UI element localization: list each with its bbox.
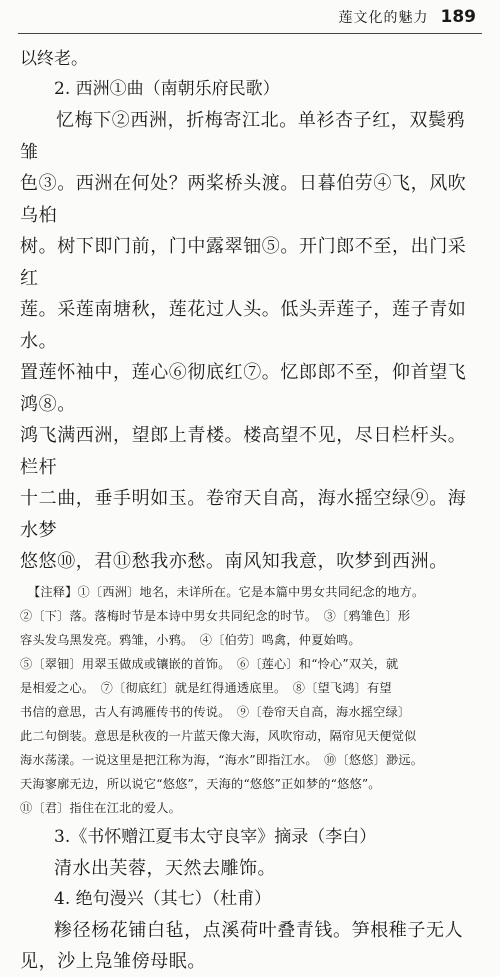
note-line: 书信的意思，古人有鸿雁传书的传说。 ⑨〔卷帘天自高，海水摇空绿〕 — [20, 704, 411, 719]
poem2-text — [20, 105, 482, 578]
note-line: ⑪〔君〕指住在江北的爱人。 — [20, 800, 182, 815]
note-line: ②〔下〕落。落梅时节是本诗中男女共同纪念的时节。 ③〔鸦雏色〕形 — [20, 608, 411, 623]
note-line: 天海寥廓无边，所以说它“悠悠”，天海的“悠悠”正如梦的“悠悠”。 — [20, 776, 381, 791]
poem-line: 色③。西洲在何处？两桨桥头渡。日暮伯劳④飞，风吹乌桕 — [20, 173, 467, 226]
note-line: 【注释】①〔西洲〕地名，未详所在。它是本篇中男女共同纪念的地方。 — [28, 584, 425, 599]
note-line: 此二句倒装。意思是秋夜的一片蓝天像大海，风吹帘动，隔帘见天便觉似 — [20, 728, 417, 743]
item4-heading: 4. 绝句漫兴（其七）（杜甫） — [54, 888, 272, 909]
note-line: 海水荡漾。一说这里是把江称为海，“海水”即指江水。 ⑩〔悠悠〕渺远。 — [20, 752, 424, 767]
annotations — [20, 580, 482, 820]
note-line: 是相爱之心。 ⑦〔彻底红〕就是红得通透底里。 ⑧〔望飞鸿〕有望 — [20, 680, 392, 695]
poem-line: 忆梅下②西洲，折梅寄江北。单衫杏子红，双鬓鸦雏 — [20, 110, 466, 163]
header-rule — [18, 33, 482, 34]
page-number: 189 — [440, 7, 476, 27]
item3-heading: 3.《书怀赠江夏韦太守良宰》摘录（李白） — [54, 826, 377, 847]
note-line: ⑤〔翠钿〕用翠玉做成或镶嵌的首饰。 ⑥〔莲心〕和“怜心”双关，就 — [20, 656, 399, 671]
poem-line: 鸿飞满西洲，望郎上青楼。楼高望不见，尽日栏杆头。栏杆 — [20, 425, 467, 478]
item3-line: 清水出芙蓉，天然去雕饰。 — [54, 857, 276, 879]
poem-line: 悠悠⑩，君⑪愁我亦愁。南风知我意，吹梦到西洲。 — [20, 551, 448, 572]
poem-line: 十二曲，垂手明如玉。卷帘天自高，海水摇空绿⑨。海水梦 — [20, 488, 467, 541]
item4-line: 见，沙上凫雏傍母眠。 — [20, 950, 206, 972]
poem-line: 莲。采莲南塘秋，莲花过人头。低头弄莲子，莲子青如水。 — [20, 299, 467, 352]
running-title: 莲文化的魅力 — [338, 10, 429, 26]
page-header — [339, 7, 477, 27]
item4-line: 糁径杨花铺白毡，点溪荷叶叠青钱。笋根稚子无人 — [54, 919, 464, 941]
note-line: 容头发乌黑发亮。鸦雏，小鸦。 ④〔伯劳〕鸣禽，仲夏始鸣。 — [20, 632, 361, 647]
poem2-heading: 2. 西洲①曲（南朝乐府民歌） — [54, 79, 280, 99]
poem-line: 置莲怀袖中，莲心⑥彻底红⑦。忆郎郎不至，仰首望飞鸿⑧。 — [20, 362, 467, 415]
page-body — [20, 44, 482, 977]
poem-line: 树。树下即门前，门中露翠钿⑤。开门郎不至，出门采红 — [20, 236, 467, 289]
intro-tail: 以终老。 — [20, 49, 88, 69]
